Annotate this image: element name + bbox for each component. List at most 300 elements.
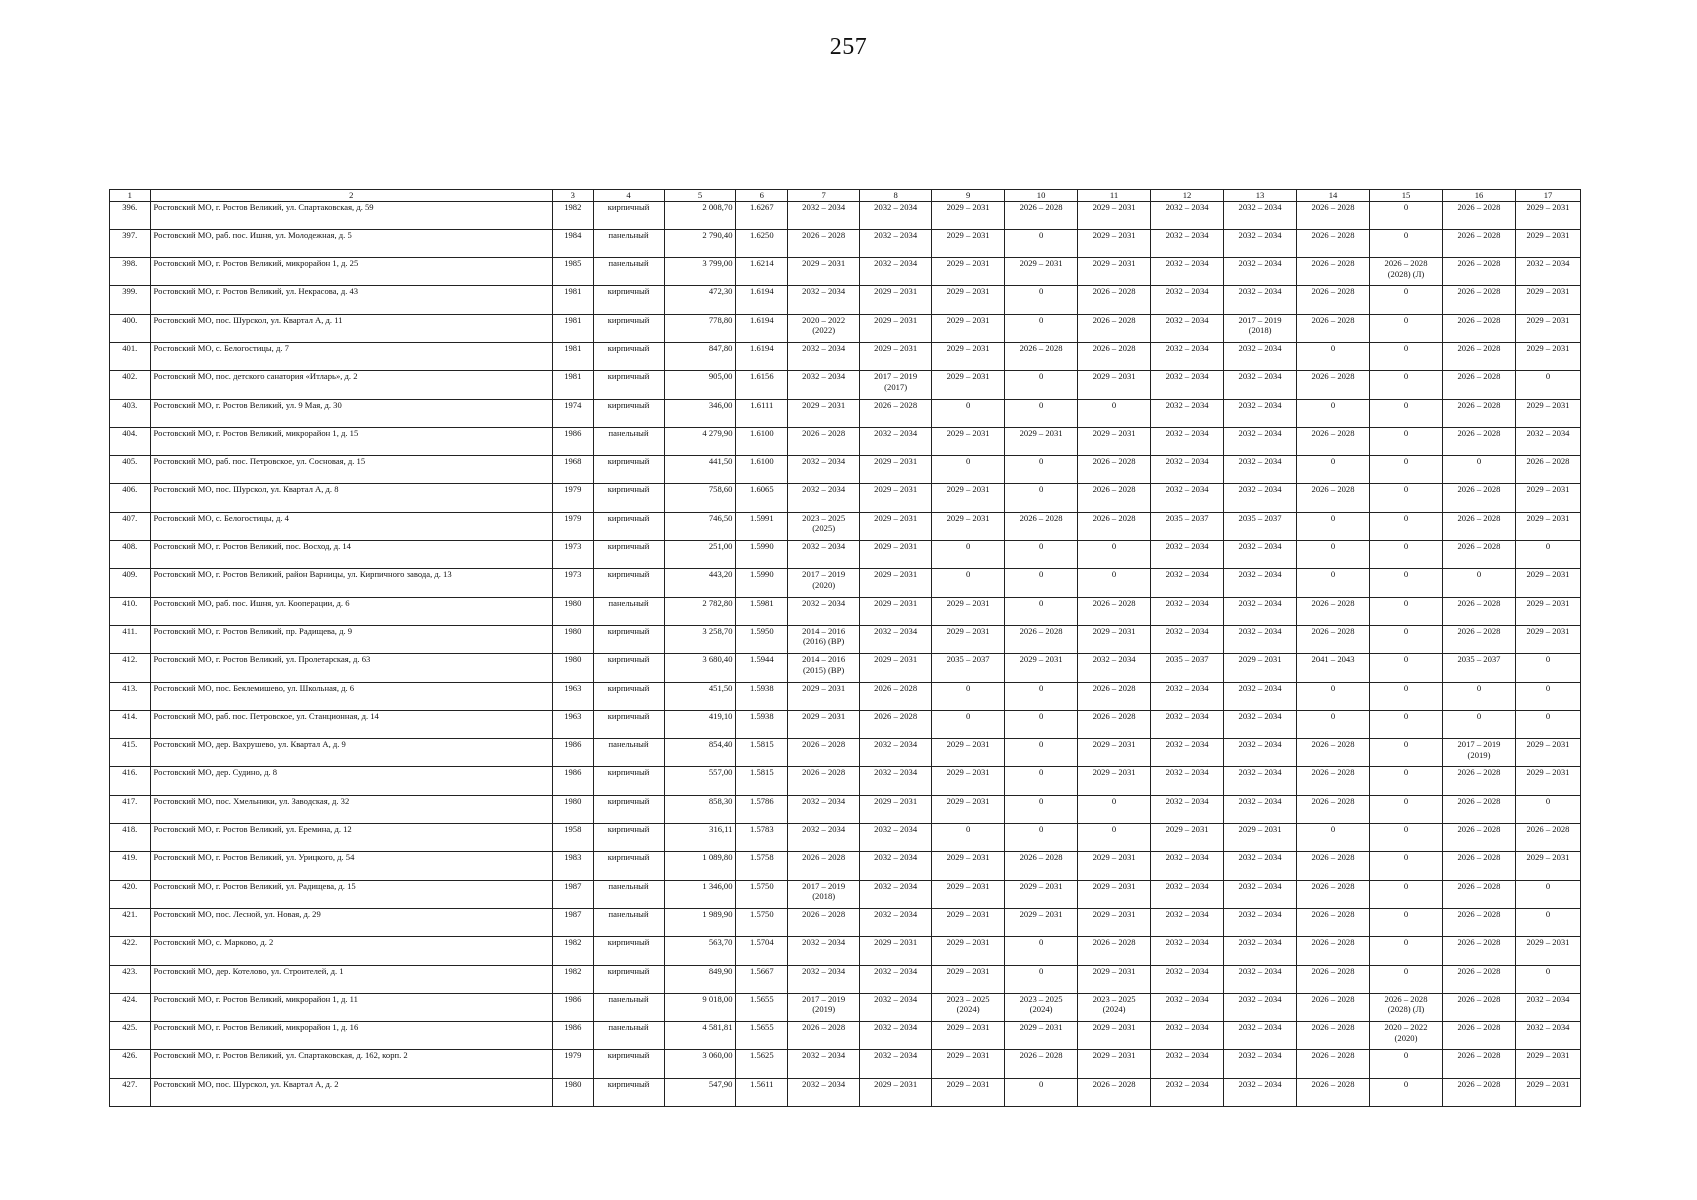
cell-total-area: 451,50 xyxy=(664,682,736,710)
cell-period-gas: 2026 – 2028 xyxy=(1443,371,1516,399)
cell-year-built: 1980 xyxy=(553,597,594,625)
cell-period-roof: 2026 – 2028 xyxy=(788,427,860,455)
cell-period-hot-water: 0 xyxy=(1078,541,1151,569)
cell-priority-index: 1.5950 xyxy=(736,625,788,653)
cell-period-hot-water: 2026 – 2028 xyxy=(1078,597,1151,625)
cell-period-foundation: 2035 – 2037 xyxy=(932,654,1005,682)
cell-period-cold-water: 2032 – 2034 xyxy=(1151,908,1224,936)
cell-period-heating: 2026 – 2028 xyxy=(1005,201,1078,229)
cell-year-built: 1958 xyxy=(553,824,594,852)
cell-priority-index: 1.6194 xyxy=(736,286,788,314)
cell-period-facade: 2032 – 2034 xyxy=(860,1050,932,1078)
cell-period-cold-water: 2032 – 2034 xyxy=(1151,541,1224,569)
cell-period-cold-water: 2032 – 2034 xyxy=(1151,1050,1224,1078)
cell-period-hot-water: 0 xyxy=(1078,399,1151,427)
column-number-2: 2 xyxy=(150,190,552,202)
cell-period-heating: 0 xyxy=(1005,371,1078,399)
cell-year-built: 1982 xyxy=(553,937,594,965)
cell-period-roof: 2032 – 2034 xyxy=(788,965,860,993)
cell-period-hot-water: 2029 – 2031 xyxy=(1078,908,1151,936)
cell-priority-index: 1.6111 xyxy=(736,399,788,427)
cell-period-facade: 2032 – 2034 xyxy=(860,852,932,880)
cell-total-area: 4 581,81 xyxy=(664,1022,736,1050)
column-number-5: 5 xyxy=(664,190,736,202)
column-number-4: 4 xyxy=(593,190,664,202)
cell-period-sewerage: 2032 – 2034 xyxy=(1224,569,1297,597)
cell-period-foundation: 2029 – 2031 xyxy=(932,258,1005,286)
cell-period-foundation: 0 xyxy=(932,456,1005,484)
cell-row-number: 396. xyxy=(110,201,151,229)
cell-period-hot-water: 2026 – 2028 xyxy=(1078,512,1151,540)
cell-period-cold-water: 2032 – 2034 xyxy=(1151,1078,1224,1106)
cell-period-heating: 2026 – 2028 xyxy=(1005,342,1078,370)
cell-period-cold-water: 2032 – 2034 xyxy=(1151,201,1224,229)
cell-period-cold-water: 2032 – 2034 xyxy=(1151,937,1224,965)
cell-row-number: 421. xyxy=(110,908,151,936)
cell-period-roof: 2032 – 2034 xyxy=(788,795,860,823)
cell-row-number: 401. xyxy=(110,342,151,370)
cell-period-cold-water: 2032 – 2034 xyxy=(1151,427,1224,455)
table-row xyxy=(110,682,1581,710)
table-row xyxy=(110,767,1581,795)
cell-total-area: 2 008,70 xyxy=(664,201,736,229)
cell-period-roof: 2023 – 2025 (2025) xyxy=(788,512,860,540)
cell-period-gas: 2026 – 2028 xyxy=(1443,852,1516,880)
cell-period-elevator: 0 xyxy=(1370,852,1443,880)
cell-period-electrical: 2026 – 2028 xyxy=(1297,371,1370,399)
cell-period-heating: 2026 – 2028 xyxy=(1005,852,1078,880)
cell-period-electrical: 2026 – 2028 xyxy=(1297,625,1370,653)
table-row xyxy=(110,286,1581,314)
cell-period-electrical: 2026 – 2028 xyxy=(1297,767,1370,795)
cell-period-facade: 2032 – 2034 xyxy=(860,1022,932,1050)
cell-period-roof: 2017 – 2019 (2020) xyxy=(788,569,860,597)
cell-period-foundation: 2029 – 2031 xyxy=(932,1022,1005,1050)
cell-row-number: 412. xyxy=(110,654,151,682)
cell-row-number: 427. xyxy=(110,1078,151,1106)
cell-period-roof: 2017 – 2019 (2018) xyxy=(788,880,860,908)
cell-period-roof: 2032 – 2034 xyxy=(788,541,860,569)
cell-period-gas: 2026 – 2028 xyxy=(1443,625,1516,653)
cell-period-hot-water: 2023 – 2025 (2024) xyxy=(1078,993,1151,1021)
cell-wall-material: кирпичный xyxy=(593,767,664,795)
cell-period-hot-water: 2029 – 2031 xyxy=(1078,201,1151,229)
cell-period-heating: 0 xyxy=(1005,314,1078,342)
cell-address: Ростовский МО, пос. детского санатория «Итларь», д. 2 xyxy=(150,371,552,399)
cell-period-roof: 2029 – 2031 xyxy=(788,399,860,427)
cell-year-built: 1973 xyxy=(553,569,594,597)
cell-period-cold-water: 2035 – 2037 xyxy=(1151,512,1224,540)
cell-year-built: 1963 xyxy=(553,682,594,710)
cell-address: Ростовский МО, раб. пос. Ишня, ул. Молодежная, д. 5 xyxy=(150,229,552,257)
cell-period-gas: 2026 – 2028 xyxy=(1443,965,1516,993)
cell-period-basement: 2029 – 2031 xyxy=(1515,229,1580,257)
cell-row-number: 424. xyxy=(110,993,151,1021)
cell-period-elevator: 0 xyxy=(1370,965,1443,993)
cell-period-roof: 2032 – 2034 xyxy=(788,342,860,370)
cell-period-basement: 2029 – 2031 xyxy=(1515,484,1580,512)
cell-period-facade: 2029 – 2031 xyxy=(860,314,932,342)
cell-period-hot-water: 2026 – 2028 xyxy=(1078,710,1151,738)
cell-period-facade: 2032 – 2034 xyxy=(860,824,932,852)
cell-period-gas: 2026 – 2028 xyxy=(1443,795,1516,823)
cell-period-foundation: 2029 – 2031 xyxy=(932,767,1005,795)
cell-address: Ростовский МО, дер. Судино, д. 8 xyxy=(150,767,552,795)
cell-row-number: 418. xyxy=(110,824,151,852)
cell-row-number: 404. xyxy=(110,427,151,455)
cell-address: Ростовский МО, г. Ростов Великий, ул. 9 Мая, д. 30 xyxy=(150,399,552,427)
table-row xyxy=(110,937,1581,965)
cell-address: Ростовский МО, г. Ростов Великий, ул. Пролетарская, д. 63 xyxy=(150,654,552,682)
cell-period-cold-water: 2032 – 2034 xyxy=(1151,625,1224,653)
cell-period-cold-water: 2032 – 2034 xyxy=(1151,314,1224,342)
cell-period-cold-water: 2032 – 2034 xyxy=(1151,739,1224,767)
cell-period-hot-water: 2026 – 2028 xyxy=(1078,484,1151,512)
cell-period-roof: 2032 – 2034 xyxy=(788,1050,860,1078)
column-number-16: 16 xyxy=(1443,190,1516,202)
table-row xyxy=(110,710,1581,738)
cell-period-sewerage: 2032 – 2034 xyxy=(1224,258,1297,286)
cell-period-heating: 0 xyxy=(1005,484,1078,512)
cell-period-elevator: 2020 – 2022 (2020) xyxy=(1370,1022,1443,1050)
cell-period-basement: 2029 – 2031 xyxy=(1515,512,1580,540)
cell-total-area: 547,90 xyxy=(664,1078,736,1106)
cell-period-heating: 0 xyxy=(1005,229,1078,257)
cell-total-area: 251,00 xyxy=(664,541,736,569)
table-row xyxy=(110,795,1581,823)
column-number-6: 6 xyxy=(736,190,788,202)
cell-period-facade: 2032 – 2034 xyxy=(860,739,932,767)
cell-row-number: 409. xyxy=(110,569,151,597)
cell-period-roof: 2032 – 2034 xyxy=(788,456,860,484)
cell-period-heating: 0 xyxy=(1005,456,1078,484)
table-row xyxy=(110,1022,1581,1050)
cell-address: Ростовский МО, г. Ростов Великий, ул. Некрасова, д. 43 xyxy=(150,286,552,314)
cell-period-sewerage: 2032 – 2034 xyxy=(1224,371,1297,399)
table-row xyxy=(110,739,1581,767)
cell-period-cold-water: 2032 – 2034 xyxy=(1151,371,1224,399)
cell-period-sewerage: 2032 – 2034 xyxy=(1224,795,1297,823)
cell-period-hot-water: 2029 – 2031 xyxy=(1078,229,1151,257)
cell-period-electrical: 2026 – 2028 xyxy=(1297,258,1370,286)
cell-period-basement: 2026 – 2028 xyxy=(1515,456,1580,484)
cell-total-area: 858,30 xyxy=(664,795,736,823)
table-row xyxy=(110,965,1581,993)
cell-period-foundation: 2029 – 2031 xyxy=(932,201,1005,229)
cell-period-heating: 0 xyxy=(1005,937,1078,965)
cell-priority-index: 1.6250 xyxy=(736,229,788,257)
cell-period-heating: 2026 – 2028 xyxy=(1005,1050,1078,1078)
cell-period-electrical: 0 xyxy=(1297,456,1370,484)
table-row xyxy=(110,824,1581,852)
cell-period-foundation: 2029 – 2031 xyxy=(932,625,1005,653)
cell-period-sewerage: 2032 – 2034 xyxy=(1224,880,1297,908)
cell-wall-material: кирпичный xyxy=(593,512,664,540)
cell-period-roof: 2032 – 2034 xyxy=(788,824,860,852)
cell-period-roof: 2029 – 2031 xyxy=(788,682,860,710)
cell-priority-index: 1.5938 xyxy=(736,682,788,710)
cell-priority-index: 1.5758 xyxy=(736,852,788,880)
cell-row-number: 400. xyxy=(110,314,151,342)
cell-period-basement: 2029 – 2031 xyxy=(1515,625,1580,653)
cell-year-built: 1986 xyxy=(553,993,594,1021)
cell-wall-material: кирпичный xyxy=(593,710,664,738)
cell-period-electrical: 2026 – 2028 xyxy=(1297,1022,1370,1050)
cell-year-built: 1986 xyxy=(553,427,594,455)
cell-period-roof: 2032 – 2034 xyxy=(788,1078,860,1106)
cell-priority-index: 1.6267 xyxy=(736,201,788,229)
cell-period-elevator: 0 xyxy=(1370,456,1443,484)
cell-period-sewerage: 2032 – 2034 xyxy=(1224,937,1297,965)
cell-row-number: 423. xyxy=(110,965,151,993)
cell-period-sewerage: 2032 – 2034 xyxy=(1224,625,1297,653)
cell-period-sewerage: 2032 – 2034 xyxy=(1224,456,1297,484)
cell-period-cold-water: 2032 – 2034 xyxy=(1151,286,1224,314)
cell-period-heating: 0 xyxy=(1005,541,1078,569)
cell-period-foundation: 2029 – 2031 xyxy=(932,484,1005,512)
table-body xyxy=(110,201,1581,1107)
cell-address: Ростовский МО, г. Ростов Великий, ул. Еремина, д. 12 xyxy=(150,824,552,852)
cell-period-heating: 0 xyxy=(1005,286,1078,314)
cell-period-cold-water: 2032 – 2034 xyxy=(1151,597,1224,625)
cell-row-number: 426. xyxy=(110,1050,151,1078)
cell-year-built: 1979 xyxy=(553,512,594,540)
cell-period-electrical: 0 xyxy=(1297,541,1370,569)
cell-year-built: 1985 xyxy=(553,258,594,286)
cell-period-roof: 2014 – 2016 (2015) (ВР) xyxy=(788,654,860,682)
cell-row-number: 397. xyxy=(110,229,151,257)
cell-period-electrical: 2026 – 2028 xyxy=(1297,993,1370,1021)
cell-address: Ростовский МО, г. Ростов Великий, микрорайон 1, д. 16 xyxy=(150,1022,552,1050)
cell-year-built: 1986 xyxy=(553,767,594,795)
cell-period-facade: 2032 – 2034 xyxy=(860,767,932,795)
column-number-15: 15 xyxy=(1370,190,1443,202)
cell-address: Ростовский МО, с. Марково, д. 2 xyxy=(150,937,552,965)
cell-period-foundation: 0 xyxy=(932,569,1005,597)
cell-period-basement: 2029 – 2031 xyxy=(1515,1078,1580,1106)
cell-period-heating: 2029 – 2031 xyxy=(1005,1022,1078,1050)
cell-priority-index: 1.5750 xyxy=(736,880,788,908)
cell-total-area: 3 060,00 xyxy=(664,1050,736,1078)
cell-priority-index: 1.5704 xyxy=(736,937,788,965)
cell-period-foundation: 2029 – 2031 xyxy=(932,371,1005,399)
cell-period-foundation: 2029 – 2031 xyxy=(932,739,1005,767)
cell-priority-index: 1.5991 xyxy=(736,512,788,540)
cell-period-cold-water: 2032 – 2034 xyxy=(1151,852,1224,880)
cell-period-facade: 2029 – 2031 xyxy=(860,597,932,625)
cell-row-number: 422. xyxy=(110,937,151,965)
cell-period-facade: 2032 – 2034 xyxy=(860,201,932,229)
column-number-17: 17 xyxy=(1515,190,1580,202)
cell-wall-material: кирпичный xyxy=(593,682,664,710)
cell-period-foundation: 2029 – 2031 xyxy=(932,427,1005,455)
cell-period-facade: 2029 – 2031 xyxy=(860,1078,932,1106)
cell-total-area: 758,60 xyxy=(664,484,736,512)
cell-period-heating: 0 xyxy=(1005,569,1078,597)
cell-period-basement: 0 xyxy=(1515,541,1580,569)
cell-wall-material: кирпичный xyxy=(593,1078,664,1106)
cell-period-hot-water: 2032 – 2034 xyxy=(1078,654,1151,682)
cell-total-area: 1 089,80 xyxy=(664,852,736,880)
cell-period-hot-water: 2029 – 2031 xyxy=(1078,371,1151,399)
cell-priority-index: 1.5750 xyxy=(736,908,788,936)
cell-period-hot-water: 0 xyxy=(1078,824,1151,852)
cell-row-number: 399. xyxy=(110,286,151,314)
cell-priority-index: 1.5938 xyxy=(736,710,788,738)
cell-period-basement: 2032 – 2034 xyxy=(1515,427,1580,455)
column-number-13: 13 xyxy=(1224,190,1297,202)
cell-period-gas: 2026 – 2028 xyxy=(1443,512,1516,540)
cell-wall-material: кирпичный xyxy=(593,484,664,512)
cell-period-cold-water: 2032 – 2034 xyxy=(1151,795,1224,823)
cell-wall-material: кирпичный xyxy=(593,852,664,880)
cell-period-heating: 0 xyxy=(1005,824,1078,852)
cell-row-number: 402. xyxy=(110,371,151,399)
cell-year-built: 1980 xyxy=(553,795,594,823)
cell-period-sewerage: 2032 – 2034 xyxy=(1224,229,1297,257)
cell-year-built: 1981 xyxy=(553,286,594,314)
cell-period-gas: 2026 – 2028 xyxy=(1443,201,1516,229)
cell-period-heating: 0 xyxy=(1005,682,1078,710)
cell-period-hot-water: 2029 – 2031 xyxy=(1078,852,1151,880)
cell-period-cold-water: 2029 – 2031 xyxy=(1151,824,1224,852)
cell-period-elevator: 0 xyxy=(1370,399,1443,427)
cell-row-number: 415. xyxy=(110,739,151,767)
cell-period-facade: 2032 – 2034 xyxy=(860,993,932,1021)
cell-row-number: 419. xyxy=(110,852,151,880)
cell-row-number: 413. xyxy=(110,682,151,710)
cell-wall-material: панельный xyxy=(593,597,664,625)
cell-period-heating: 2023 – 2025 (2024) xyxy=(1005,993,1078,1021)
cell-period-roof: 2029 – 2031 xyxy=(788,710,860,738)
cell-period-elevator: 0 xyxy=(1370,767,1443,795)
cell-period-elevator: 0 xyxy=(1370,541,1443,569)
cell-period-hot-water: 2029 – 2031 xyxy=(1078,739,1151,767)
cell-period-elevator: 0 xyxy=(1370,371,1443,399)
cell-period-electrical: 2026 – 2028 xyxy=(1297,286,1370,314)
cell-year-built: 1986 xyxy=(553,739,594,767)
cell-total-area: 2 782,80 xyxy=(664,597,736,625)
cell-total-area: 346,00 xyxy=(664,399,736,427)
cell-period-foundation: 2029 – 2031 xyxy=(932,880,1005,908)
table-row xyxy=(110,484,1581,512)
cell-address: Ростовский МО, пос. Хмельники, ул. Заводская, д. 32 xyxy=(150,795,552,823)
cell-period-electrical: 2026 – 2028 xyxy=(1297,880,1370,908)
cell-period-facade: 2032 – 2034 xyxy=(860,908,932,936)
cell-period-elevator: 0 xyxy=(1370,654,1443,682)
cell-period-sewerage: 2032 – 2034 xyxy=(1224,682,1297,710)
cell-address: Ростовский МО, г. Ростов Великий, ул. Спартаковская, д. 59 xyxy=(150,201,552,229)
cell-period-cold-water: 2035 – 2037 xyxy=(1151,654,1224,682)
cell-address: Ростовский МО, раб. пос. Петровское, ул. Станционная, д. 14 xyxy=(150,710,552,738)
cell-period-heating: 0 xyxy=(1005,1078,1078,1106)
cell-period-heating: 2029 – 2031 xyxy=(1005,258,1078,286)
cell-period-gas: 2026 – 2028 xyxy=(1443,880,1516,908)
cell-period-foundation: 2029 – 2031 xyxy=(932,795,1005,823)
cell-period-basement: 2029 – 2031 xyxy=(1515,1050,1580,1078)
cell-period-basement: 2029 – 2031 xyxy=(1515,937,1580,965)
cell-period-heating: 2026 – 2028 xyxy=(1005,512,1078,540)
cell-period-facade: 2032 – 2034 xyxy=(860,965,932,993)
cell-period-basement: 0 xyxy=(1515,710,1580,738)
cell-period-facade: 2029 – 2031 xyxy=(860,456,932,484)
cell-period-elevator: 0 xyxy=(1370,569,1443,597)
cell-period-basement: 2029 – 2031 xyxy=(1515,342,1580,370)
cell-total-area: 847,80 xyxy=(664,342,736,370)
cell-row-number: 405. xyxy=(110,456,151,484)
cell-period-heating: 2029 – 2031 xyxy=(1005,654,1078,682)
table-row xyxy=(110,541,1581,569)
cell-period-gas: 2026 – 2028 xyxy=(1443,1078,1516,1106)
cell-period-cold-water: 2032 – 2034 xyxy=(1151,229,1224,257)
cell-period-basement: 2026 – 2028 xyxy=(1515,824,1580,852)
cell-period-electrical: 2026 – 2028 xyxy=(1297,965,1370,993)
cell-wall-material: кирпичный xyxy=(593,824,664,852)
cell-period-elevator: 0 xyxy=(1370,795,1443,823)
cell-period-cold-water: 2032 – 2034 xyxy=(1151,710,1224,738)
cell-period-basement: 0 xyxy=(1515,682,1580,710)
cell-period-foundation: 0 xyxy=(932,399,1005,427)
cell-address: Ростовский МО, пос. Шурскол, ул. Квартал А, д. 2 xyxy=(150,1078,552,1106)
cell-period-electrical: 2026 – 2028 xyxy=(1297,795,1370,823)
cell-year-built: 1968 xyxy=(553,456,594,484)
cell-period-roof: 2020 – 2022 (2022) xyxy=(788,314,860,342)
cell-priority-index: 1.5944 xyxy=(736,654,788,682)
cell-period-hot-water: 2029 – 2031 xyxy=(1078,427,1151,455)
cell-period-basement: 0 xyxy=(1515,654,1580,682)
cell-address: Ростовский МО, пос. Лесной, ул. Новая, д. 29 xyxy=(150,908,552,936)
cell-address: Ростовский МО, г. Ростов Великий, микрорайон 1, д. 11 xyxy=(150,993,552,1021)
cell-year-built: 1984 xyxy=(553,229,594,257)
cell-period-gas: 2026 – 2028 xyxy=(1443,286,1516,314)
cell-period-gas: 2026 – 2028 xyxy=(1443,427,1516,455)
cell-period-electrical: 0 xyxy=(1297,682,1370,710)
cell-period-electrical: 2026 – 2028 xyxy=(1297,201,1370,229)
cell-period-sewerage: 2032 – 2034 xyxy=(1224,427,1297,455)
cell-period-facade: 2017 – 2019 (2017) xyxy=(860,371,932,399)
cell-period-basement: 2029 – 2031 xyxy=(1515,286,1580,314)
cell-period-foundation: 2023 – 2025 (2024) xyxy=(932,993,1005,1021)
cell-total-area: 441,50 xyxy=(664,456,736,484)
cell-row-number: 398. xyxy=(110,258,151,286)
column-number-12: 12 xyxy=(1151,190,1224,202)
cell-priority-index: 1.5786 xyxy=(736,795,788,823)
column-number-9: 9 xyxy=(932,190,1005,202)
cell-priority-index: 1.5815 xyxy=(736,739,788,767)
cell-period-roof: 2029 – 2031 xyxy=(788,258,860,286)
cell-period-basement: 2029 – 2031 xyxy=(1515,767,1580,795)
cell-year-built: 1987 xyxy=(553,880,594,908)
cell-priority-index: 1.6100 xyxy=(736,427,788,455)
cell-period-heating: 2029 – 2031 xyxy=(1005,427,1078,455)
cell-period-electrical: 2026 – 2028 xyxy=(1297,908,1370,936)
cell-wall-material: панельный xyxy=(593,1022,664,1050)
cell-period-hot-water: 2029 – 2031 xyxy=(1078,1050,1151,1078)
cell-period-cold-water: 2032 – 2034 xyxy=(1151,767,1224,795)
column-number-14: 14 xyxy=(1297,190,1370,202)
cell-period-gas: 0 xyxy=(1443,710,1516,738)
column-number-1: 1 xyxy=(110,190,151,202)
table-row xyxy=(110,342,1581,370)
cell-period-roof: 2032 – 2034 xyxy=(788,597,860,625)
cell-period-sewerage: 2032 – 2034 xyxy=(1224,710,1297,738)
column-number-7: 7 xyxy=(788,190,860,202)
cell-total-area: 9 018,00 xyxy=(664,993,736,1021)
cell-period-facade: 2026 – 2028 xyxy=(860,710,932,738)
cell-period-elevator: 0 xyxy=(1370,880,1443,908)
cell-period-basement: 0 xyxy=(1515,880,1580,908)
cell-wall-material: кирпичный xyxy=(593,541,664,569)
